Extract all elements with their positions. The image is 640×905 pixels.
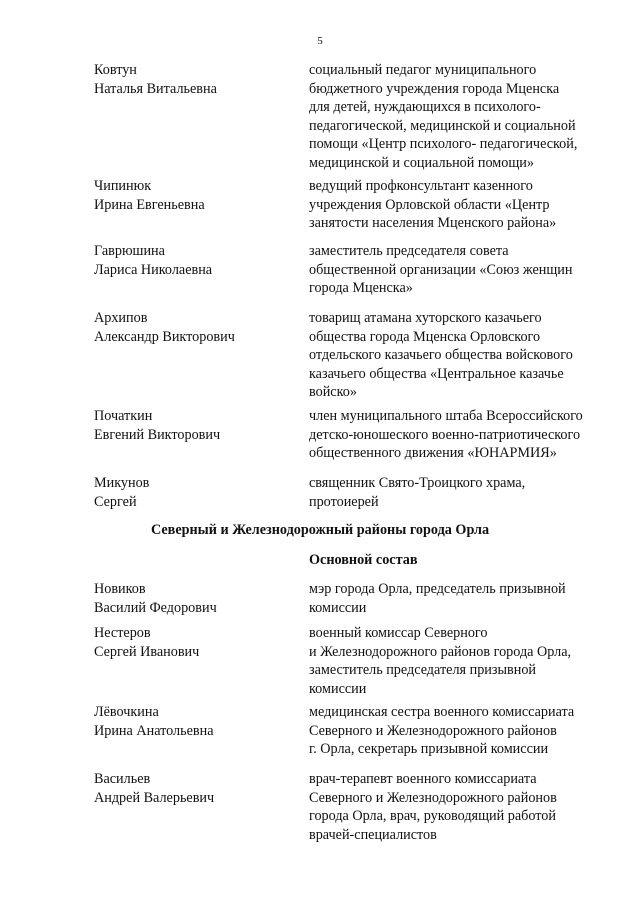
member-surname: Чипинюк: [94, 178, 152, 194]
member-given-names: Александр Викторович: [94, 328, 235, 345]
member-given-names: Ирина Анатольевна: [94, 722, 214, 739]
role-line: комиссии: [309, 680, 367, 697]
role-line: общественного движения «ЮНАРМИЯ»: [309, 445, 557, 462]
role-line: педагогической, медицинской и социальной: [309, 117, 576, 134]
member-surname: Ковтун: [94, 62, 137, 78]
section-subheading: Основной состав: [309, 552, 418, 568]
member-role: [309, 624, 609, 698]
role-line: протоиерей: [309, 493, 379, 510]
member-given-names: Наталья Витальевна: [94, 80, 217, 97]
member-given-names: Василий Федорович: [94, 599, 217, 616]
section-heading: Северный и Железнодорожный районы города Орла: [150, 522, 490, 538]
role-line: казачьего общества «Центральное казачье: [309, 365, 564, 382]
member-role: [309, 580, 609, 617]
role-line: войско»: [309, 384, 357, 401]
member-surname: Новиков: [94, 581, 146, 597]
role-line: комиссии: [309, 599, 367, 616]
member-surname: Лёвочкина: [94, 704, 159, 720]
member-name: [94, 474, 294, 511]
member-role: [309, 242, 609, 298]
role-line: города Орла, врач, руководящий работой: [309, 808, 556, 825]
role-line: заместитель председателя совета: [309, 243, 509, 259]
role-line: медицинская сестра военного комиссариата: [309, 704, 575, 720]
role-line: общественной организации «Союз женщин: [309, 261, 573, 278]
role-line: врач-терапевт военного комиссариата: [309, 771, 537, 787]
role-line: ведущий профконсультант казенного: [309, 178, 533, 194]
role-line: общества города Мценска Орловского: [309, 328, 541, 345]
member-surname: Микунов: [94, 475, 150, 491]
member-role: [309, 309, 609, 402]
member-surname: Початкин: [94, 408, 153, 424]
role-line: военный комиссар Северного: [309, 625, 488, 641]
role-line: Северного и Железнодорожного районов: [309, 722, 557, 739]
role-line: бюджетного учреждения города Мценска: [309, 80, 560, 97]
member-name: [94, 624, 294, 661]
member-name: [94, 309, 294, 346]
role-line: медицинской и социальной помощи»: [309, 154, 534, 171]
member-name: [94, 177, 294, 214]
role-line: Северного и Железнодорожного районов: [309, 789, 557, 806]
role-line: г. Орла, секретарь призывной комиссии: [309, 741, 549, 758]
role-line: социальный педагог муниципального: [309, 62, 537, 78]
member-name: [94, 580, 294, 617]
member-role: [309, 407, 609, 463]
member-given-names: Андрей Валерьевич: [94, 789, 215, 806]
role-line: товарищ атамана хуторского казачьего: [309, 310, 542, 326]
member-given-names: Лариса Николаевна: [94, 261, 213, 278]
member-role: [309, 474, 609, 511]
role-line: член муниципального штаба Всероссийского: [309, 408, 583, 424]
member-given-names: Евгений Викторович: [94, 426, 221, 443]
member-name: [94, 242, 294, 279]
role-line: врачей-специалистов: [309, 826, 437, 843]
member-name: [94, 407, 294, 444]
member-given-names: Сергей: [94, 493, 137, 510]
member-surname: Нестеров: [94, 625, 151, 641]
role-line: и Железнодорожного районов города Орла,: [309, 643, 572, 660]
role-line: отдельского казачьего общества войскового: [309, 347, 573, 364]
role-line: учреждения Орловской области «Центр: [309, 196, 550, 213]
member-surname: Васильев: [94, 771, 151, 787]
role-line: для детей, нуждающихся в психолого-: [309, 99, 541, 116]
member-given-names: Сергей Иванович: [94, 643, 200, 660]
role-line: мэр города Орла, председатель призывной: [309, 581, 566, 597]
member-given-names: Ирина Евгеньевна: [94, 196, 205, 213]
role-line: помощи «Центр психолого- педагогической,: [309, 136, 578, 153]
role-line: заместитель председателя призывной: [309, 662, 536, 679]
member-role: [309, 770, 609, 844]
member-name: [94, 770, 294, 807]
role-line: занятости населения Мценского района»: [309, 215, 557, 232]
role-line: детско-юношеского военно-патриотического: [309, 426, 581, 443]
role-line: священник Свято-Троицкого храма,: [309, 475, 526, 491]
member-role: [309, 177, 609, 233]
member-name: [94, 61, 294, 98]
member-role: [309, 703, 609, 759]
member-surname: Архипов: [94, 310, 148, 326]
member-role: [309, 61, 609, 173]
page-number: 5: [317, 35, 323, 47]
member-surname: Гаврюшина: [94, 243, 165, 259]
member-name: [94, 703, 294, 740]
role-line: города Мценска»: [309, 280, 413, 297]
